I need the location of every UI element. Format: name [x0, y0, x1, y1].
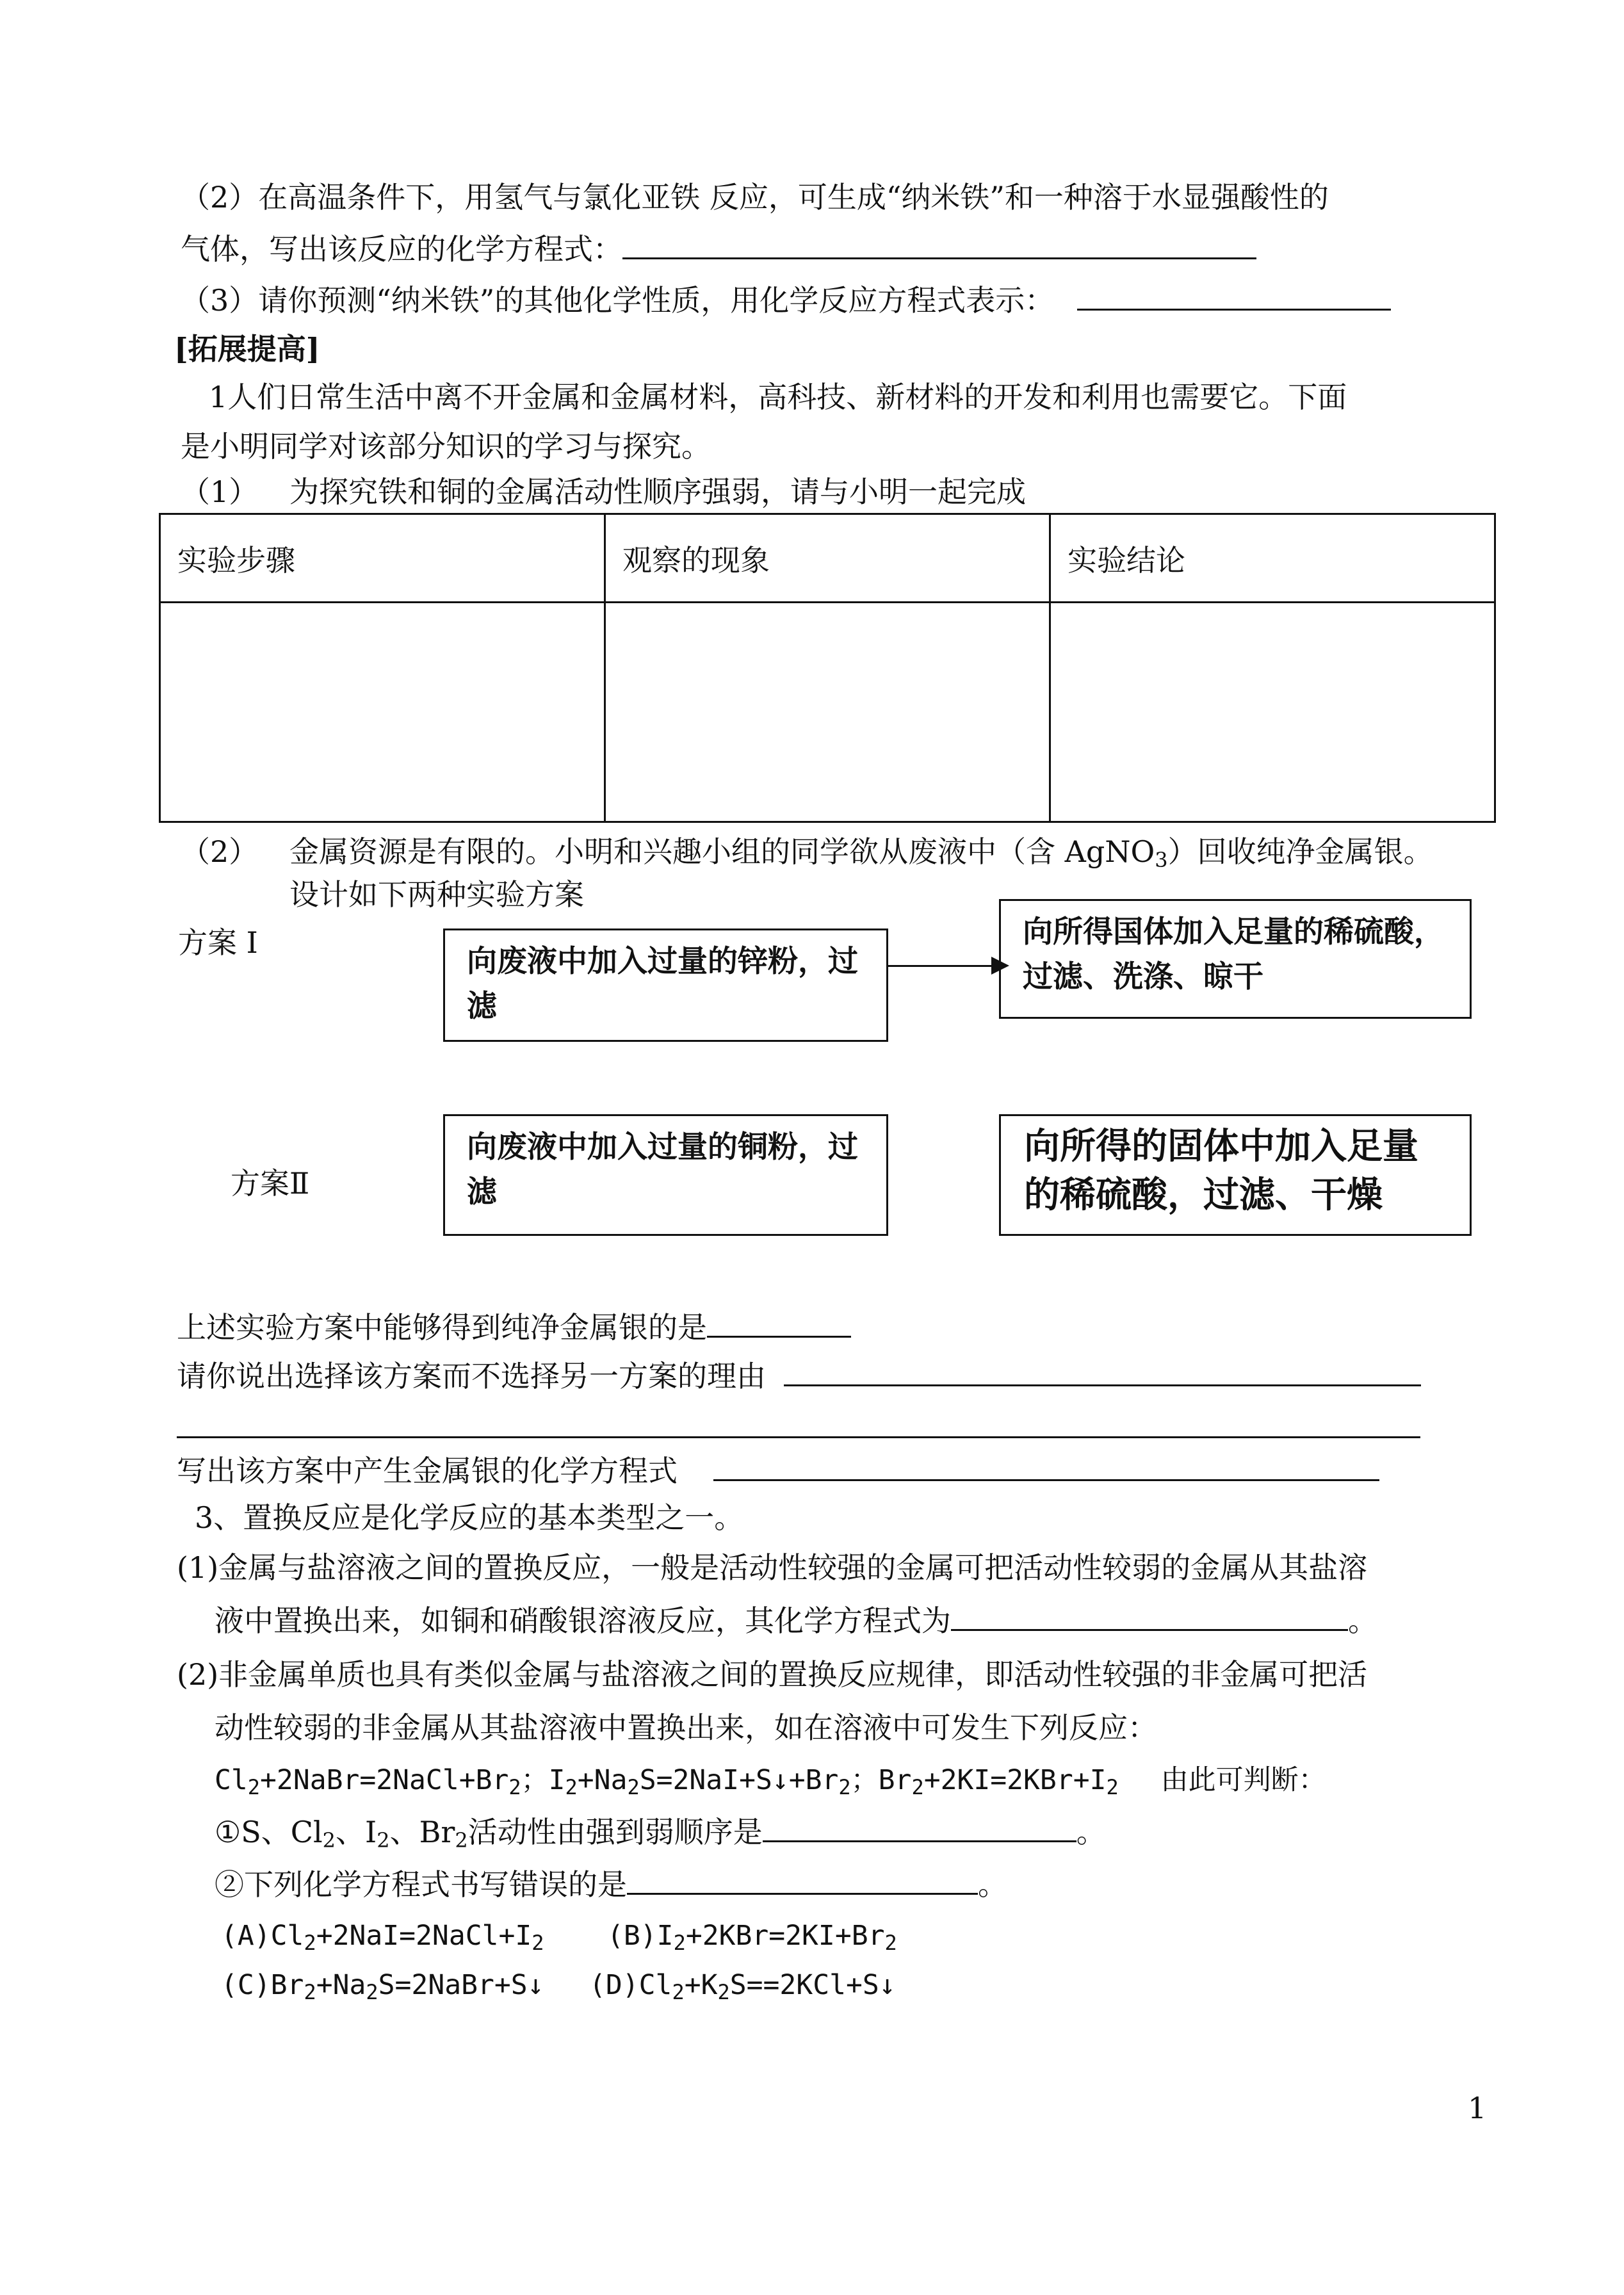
- sub2-line2: 设计如下两种实验方案: [289, 877, 584, 912]
- p3-s2-line1: (2)非金属单质也具有类似金属与盐溶液之间的置换反应规律，即活动性较强的非金属可把活: [177, 1657, 1368, 1692]
- option-c[interactable]: $(C)Br_2+Na_2S=2NaBr+S↓$: [221, 1969, 544, 2004]
- sub2-line1-a: 金属资源是有限的。小明和兴趣小组的同学欲从废液中（含 AgNO: [289, 834, 1155, 869]
- after-q1-blank[interactable]: [707, 1308, 851, 1338]
- sub2-number: （2）: [181, 834, 259, 869]
- plan1-step2-box: 向所得国体加入足量的稀硫酸，过滤、洗涤、晾干: [999, 899, 1472, 1019]
- p3-qa-mid: 、I: [336, 1815, 377, 1849]
- p3-s1-line2: [215, 1601, 1377, 1640]
- p3-qa-a: ①S、Cl: [215, 1815, 323, 1849]
- after-q2-blank-line2[interactable]: [177, 1436, 1420, 1438]
- table-header-steps: 实验步骤: [160, 514, 605, 603]
- after-q1-text: 上述实验方案中能够得到纯净金属银的是: [177, 1310, 707, 1345]
- p3-s1-end: 。: [1348, 1603, 1377, 1638]
- plan1-label: 方案 Ⅰ: [178, 925, 258, 960]
- q2-line2: [181, 229, 1256, 268]
- equation-2: $I_2+Na_2S=2NaI+S↓+Br_2$: [548, 1764, 851, 1799]
- plan1-step1-box: 向废液中加入过量的锌粉，过滤: [443, 929, 888, 1042]
- after-q3-blank[interactable]: [713, 1451, 1379, 1481]
- sub1-text: 为探究铁和铜的金属活动性顺序强弱，请与小明一起完成: [289, 474, 1026, 509]
- after-q1-line: [177, 1308, 851, 1347]
- plan2-step2-box: 向所得的固体中加入足量的稀硫酸，过滤、干燥: [999, 1114, 1472, 1236]
- q2-line2-text: 气体，写出该反应的化学方程式：: [181, 232, 622, 266]
- p1-line1: 1人们日常生活中离不开金属和金属材料，高科技、新材料的开发和利用也需要它。下面: [209, 380, 1347, 414]
- p3-qa-period: 。: [1076, 1815, 1106, 1849]
- p1-line2: 是小明同学对该部分知识的学习与探究。: [181, 429, 711, 464]
- sub1-number: （1）: [181, 474, 259, 509]
- after-q2-line: [177, 1356, 1421, 1395]
- p3-qa-blank[interactable]: [763, 1812, 1076, 1842]
- after-q2-blank[interactable]: [784, 1356, 1421, 1386]
- after-q3-line: [177, 1451, 1379, 1490]
- p3-qa-line: ①S、$Cl_2$、$I_2$、$Br_2$活动性由强到弱顺序是 。: [215, 1812, 1106, 1860]
- p3-qa-mid2: 、Br: [389, 1815, 455, 1849]
- plan1-arrow: [887, 965, 996, 967]
- option-d[interactable]: $(D)Cl_2+K_2S==2KCl+S↓$: [589, 1969, 896, 2004]
- sub2-line1-b: ）回收纯净金属银。: [1167, 834, 1433, 869]
- q3-answer-blank[interactable]: [1077, 280, 1391, 311]
- q2-answer-blank[interactable]: [622, 229, 1256, 259]
- table-header-conclusion: 实验结论: [1050, 514, 1495, 603]
- p3-qa-end: 活动性由强到弱顺序是: [467, 1815, 763, 1849]
- eq-tail: 由此可判断：: [1160, 1764, 1326, 1796]
- sub2-line1-sub: 3: [1155, 848, 1168, 872]
- table-header-phenomena: 观察的现象: [605, 514, 1050, 603]
- option-b[interactable]: $(B)I_2+2KBr=2KI+Br_2$: [607, 1920, 897, 1955]
- p3-title: 3、置换反应是化学反应的基本类型之一。: [195, 1500, 744, 1535]
- table-row: [160, 603, 1495, 822]
- eq-sep-2: ；: [850, 1764, 879, 1796]
- equation-3: $Br_2+2KI=2KBr+I_2$: [878, 1764, 1119, 1799]
- q3-text: （3）请你预测“纳米铁”的其他化学性质，用化学反应方程式表示：: [181, 283, 1055, 318]
- plan2-step1-box: 向废液中加入过量的铜粉，过滤: [443, 1114, 888, 1236]
- p3-qb-period: 。: [978, 1867, 1007, 1902]
- table-header-row: [160, 514, 1495, 603]
- table-cell-conclusion[interactable]: [1050, 603, 1495, 822]
- p3-s1-line2-text: 液中置换出来，如铜和硝酸银溶液反应，其化学方程式为: [215, 1603, 951, 1638]
- sub2-line1: [289, 832, 1433, 879]
- q2-line1: （2）在高温条件下，用氢气与氯化亚铁 反应，可生成“纳米铁”和一种溶于水显强酸性的: [181, 180, 1329, 215]
- p3-qb-line: [215, 1865, 1007, 1904]
- p3-qb-blank[interactable]: [627, 1865, 978, 1895]
- p3-s1-line1: (1)金属与盐溶液之间的置换反应，一般是活动性较强的金属可把活动性较弱的金属从其盐溶: [177, 1550, 1368, 1585]
- p3-equations: [215, 1761, 1326, 1806]
- equation-1: $Cl_2+2NaBr=2NaCl+Br_2$: [215, 1764, 521, 1799]
- page-number: 1: [1468, 2091, 1487, 2125]
- q3-line: [181, 280, 1391, 320]
- experiment-table: [159, 513, 1496, 823]
- plan2-label: 方案Ⅱ: [231, 1166, 310, 1201]
- section-title: [拓展提高]: [174, 332, 320, 366]
- p3-s2-line2: 动性较弱的非金属从其盐溶液中置换出来，如在溶液中可发生下列反应：: [215, 1710, 1157, 1745]
- table-cell-phenomena[interactable]: [605, 603, 1050, 822]
- after-q3-text: 写出该方案中产生金属银的化学方程式: [177, 1454, 678, 1488]
- after-q2-text: 请你说出选择该方案而不选择另一方案的理由: [177, 1359, 766, 1393]
- table-cell-steps[interactable]: [160, 603, 605, 822]
- eq-sep-1: ；: [521, 1764, 549, 1796]
- p3-s1-blank[interactable]: [951, 1601, 1348, 1631]
- option-a[interactable]: $(A)Cl_2+2NaI=2NaCl+I_2$: [221, 1920, 544, 1955]
- p3-qb-text: ②下列化学方程式书写错误的是: [215, 1867, 627, 1902]
